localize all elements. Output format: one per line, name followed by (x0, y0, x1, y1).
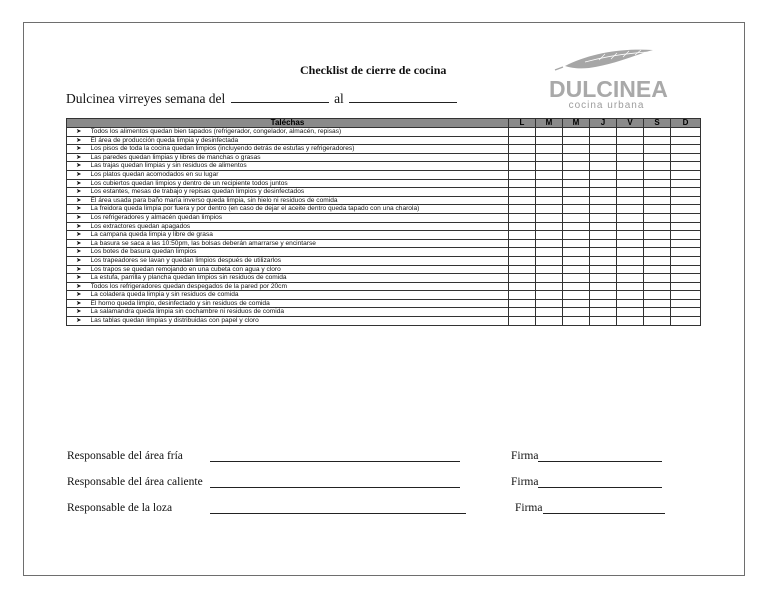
bullet-arrow-icon: ➤ (67, 317, 91, 326)
day-check-cell[interactable] (536, 231, 563, 240)
day-check-cell[interactable] (590, 299, 617, 308)
day-check-cell[interactable] (509, 188, 536, 197)
day-check-cell[interactable] (644, 162, 671, 171)
task-text: La estufa, parrilla y plancha quedan limpios sin residuos de comida (91, 274, 509, 283)
day-check-cell[interactable] (644, 256, 671, 265)
day-header: L (509, 119, 536, 128)
day-check-cell[interactable] (509, 136, 536, 145)
day-check-cell[interactable] (644, 145, 671, 154)
responsable-label: Responsable del área caliente (67, 476, 203, 488)
day-check-cell[interactable] (617, 299, 644, 308)
logo-name: DULCINEA (549, 76, 668, 102)
day-check-cell[interactable] (617, 179, 644, 188)
day-check-cell[interactable] (617, 162, 644, 171)
day-check-cell[interactable] (617, 282, 644, 291)
task-text: La salamandra queda limpia sin cochambre ni residuos de comida (91, 308, 509, 317)
day-check-cell[interactable] (644, 308, 671, 317)
day-check-cell[interactable] (509, 239, 536, 248)
task-text: La freidora queda limpia por fuera y por dentro (en caso de dejar el aceite dentro queda tapado con una charola) (91, 205, 509, 214)
day-check-cell[interactable] (644, 136, 671, 145)
day-check-cell[interactable] (671, 179, 701, 188)
day-check-cell[interactable] (590, 145, 617, 154)
bullet-arrow-icon: ➤ (67, 248, 91, 257)
day-check-cell[interactable] (509, 213, 536, 222)
day-check-cell[interactable] (536, 179, 563, 188)
day-check-cell[interactable] (617, 205, 644, 214)
day-check-cell[interactable] (671, 291, 701, 300)
day-check-cell[interactable] (590, 179, 617, 188)
day-check-cell[interactable] (509, 299, 536, 308)
table-row (67, 188, 701, 197)
day-header: S (644, 119, 671, 128)
day-check-cell[interactable] (644, 179, 671, 188)
week-prefix: Dulcinea virreyes semana del (66, 91, 226, 106)
day-check-cell[interactable] (671, 205, 701, 214)
task-text: Los botes de basura quedan limpios (91, 248, 509, 257)
day-check-cell[interactable] (617, 213, 644, 222)
task-text: Los extractores quedan apagados (91, 222, 509, 231)
day-check-cell[interactable] (644, 239, 671, 248)
week-end-blank[interactable] (349, 90, 457, 103)
table-row (67, 299, 701, 308)
day-check-cell[interactable] (509, 222, 536, 231)
day-check-cell[interactable] (563, 282, 590, 291)
day-check-cell[interactable] (590, 128, 617, 137)
day-check-cell[interactable] (536, 282, 563, 291)
day-header: M (536, 119, 563, 128)
day-check-cell[interactable] (671, 256, 701, 265)
day-check-cell[interactable] (590, 153, 617, 162)
task-text: Los trapos se quedan remojando en una cubeta con agua y cloro (91, 265, 509, 274)
day-check-cell[interactable] (671, 162, 701, 171)
day-check-cell[interactable] (644, 188, 671, 197)
bullet-arrow-icon: ➤ (67, 170, 91, 179)
day-check-cell[interactable] (563, 231, 590, 240)
day-check-cell[interactable] (644, 265, 671, 274)
day-check-cell[interactable] (617, 256, 644, 265)
dulcinea-logo (549, 40, 668, 112)
day-check-cell[interactable] (509, 231, 536, 240)
day-check-cell[interactable] (536, 162, 563, 171)
table-row (67, 239, 701, 248)
task-text: Los platos quedan acomodados en su lugar (91, 170, 509, 179)
day-check-cell[interactable] (617, 231, 644, 240)
day-check-cell[interactable] (617, 239, 644, 248)
day-check-cell[interactable] (563, 222, 590, 231)
table-row (67, 162, 701, 171)
day-check-cell[interactable] (644, 317, 671, 326)
day-check-cell[interactable] (590, 213, 617, 222)
table-row (67, 153, 701, 162)
task-text: Las trajas quedan limpias y sin residuos de alimentos (91, 162, 509, 171)
table-row (67, 196, 701, 205)
day-check-cell[interactable] (509, 162, 536, 171)
day-check-cell[interactable] (536, 248, 563, 257)
bullet-arrow-icon: ➤ (67, 274, 91, 283)
week-mid: al (334, 91, 344, 106)
day-check-cell[interactable] (644, 299, 671, 308)
day-check-cell[interactable] (590, 308, 617, 317)
day-check-cell[interactable] (617, 308, 644, 317)
day-check-cell[interactable] (563, 248, 590, 257)
day-check-cell[interactable] (590, 274, 617, 283)
day-check-cell[interactable] (671, 196, 701, 205)
day-check-cell[interactable] (671, 170, 701, 179)
day-check-cell[interactable] (509, 170, 536, 179)
bullet-arrow-icon: ➤ (67, 162, 91, 171)
day-check-cell[interactable] (563, 145, 590, 154)
firma-line[interactable] (538, 487, 662, 488)
name-line[interactable] (210, 513, 466, 514)
task-text: La basura se saca a las 10:50pm, las bolsas deberán amarrarse y encintarse (91, 239, 509, 248)
day-check-cell[interactable] (536, 205, 563, 214)
day-check-cell[interactable] (509, 205, 536, 214)
bullet-arrow-icon: ➤ (67, 231, 91, 240)
table-row (67, 274, 701, 283)
bullet-arrow-icon: ➤ (67, 153, 91, 162)
day-check-cell[interactable] (590, 256, 617, 265)
day-header: V (617, 119, 644, 128)
bullet-arrow-icon: ➤ (67, 299, 91, 308)
day-check-cell[interactable] (671, 153, 701, 162)
table-row (67, 205, 701, 214)
bullet-arrow-icon: ➤ (67, 239, 91, 248)
day-check-cell[interactable] (509, 291, 536, 300)
firma-line[interactable] (543, 513, 665, 514)
logo-tagline: cocina urbana (568, 100, 645, 111)
day-check-cell[interactable] (644, 282, 671, 291)
firma-label: Firma (515, 502, 543, 514)
day-check-cell[interactable] (644, 153, 671, 162)
table-row (67, 265, 701, 274)
day-check-cell[interactable] (671, 136, 701, 145)
day-check-cell[interactable] (671, 128, 701, 137)
task-text: Los cubiertos quedan limpios y dentro de un recipiente todos juntos (91, 179, 509, 188)
table-row (67, 170, 701, 179)
day-check-cell[interactable] (644, 248, 671, 257)
day-check-cell[interactable] (617, 222, 644, 231)
day-check-cell[interactable] (563, 153, 590, 162)
day-check-cell[interactable] (563, 188, 590, 197)
table-row (67, 145, 701, 154)
day-check-cell[interactable] (536, 170, 563, 179)
day-check-cell[interactable] (536, 145, 563, 154)
day-check-cell[interactable] (536, 239, 563, 248)
day-check-cell[interactable] (509, 196, 536, 205)
day-check-cell[interactable] (563, 265, 590, 274)
day-check-cell[interactable] (563, 291, 590, 300)
day-check-cell[interactable] (671, 282, 701, 291)
day-check-cell[interactable] (671, 213, 701, 222)
day-check-cell[interactable] (563, 128, 590, 137)
task-text: Los pisos de toda la cocina quedan limpios (incluyendo detrás de estufas y refrigeradores) (91, 145, 509, 154)
day-check-cell[interactable] (617, 291, 644, 300)
task-text: Los refrigeradores y almacén quedan limpios (91, 213, 509, 222)
day-check-cell[interactable] (563, 162, 590, 171)
table-row (67, 128, 701, 137)
task-text: El área de producción queda limpia y desinfectada (91, 136, 509, 145)
responsable-label: Responsable de la loza (67, 502, 173, 514)
task-text: Las tablas quedan limpias y distribuidas con papel y cloro (91, 317, 509, 326)
day-check-cell[interactable] (590, 136, 617, 145)
task-text: La campana queda limpia y libre de grasa (91, 231, 509, 240)
day-check-cell[interactable] (617, 145, 644, 154)
tasks-header: Taléchas (67, 119, 509, 128)
day-check-cell[interactable] (563, 196, 590, 205)
day-check-cell[interactable] (617, 170, 644, 179)
day-check-cell[interactable] (536, 136, 563, 145)
day-check-cell[interactable] (509, 265, 536, 274)
day-check-cell[interactable] (617, 196, 644, 205)
bullet-arrow-icon: ➤ (67, 136, 91, 145)
day-check-cell[interactable] (536, 308, 563, 317)
name-line[interactable] (210, 487, 460, 488)
day-check-cell[interactable] (536, 299, 563, 308)
week-line (66, 90, 459, 107)
day-check-cell[interactable] (671, 231, 701, 240)
bullet-arrow-icon: ➤ (67, 196, 91, 205)
day-check-cell[interactable] (509, 274, 536, 283)
day-check-cell[interactable] (590, 188, 617, 197)
day-check-cell[interactable] (563, 170, 590, 179)
table-row (67, 308, 701, 317)
day-header: M (563, 119, 590, 128)
day-check-cell[interactable] (644, 196, 671, 205)
day-check-cell[interactable] (509, 145, 536, 154)
day-check-cell[interactable] (590, 282, 617, 291)
day-check-cell[interactable] (590, 205, 617, 214)
firma-label: Firma (511, 450, 539, 462)
table-row (67, 282, 701, 291)
table-row (67, 136, 701, 145)
day-check-cell[interactable] (563, 274, 590, 283)
day-check-cell[interactable] (536, 188, 563, 197)
bullet-arrow-icon: ➤ (67, 282, 91, 291)
day-check-cell[interactable] (671, 248, 701, 257)
day-check-cell[interactable] (617, 248, 644, 257)
day-check-cell[interactable] (590, 317, 617, 326)
responsable-label: Responsable del área fría (67, 450, 183, 462)
bullet-arrow-icon: ➤ (67, 179, 91, 188)
day-check-cell[interactable] (617, 274, 644, 283)
day-check-cell[interactable] (563, 256, 590, 265)
day-check-cell[interactable] (590, 239, 617, 248)
day-check-cell[interactable] (590, 196, 617, 205)
day-check-cell[interactable] (563, 136, 590, 145)
bullet-arrow-icon: ➤ (67, 128, 91, 137)
day-check-cell[interactable] (509, 179, 536, 188)
week-start-blank[interactable] (231, 90, 329, 103)
day-check-cell[interactable] (671, 222, 701, 231)
table-row (67, 222, 701, 231)
day-header: D (671, 119, 701, 128)
day-header: J (590, 119, 617, 128)
task-text: Las paredes quedan limpias y libres de manchas o grasas (91, 153, 509, 162)
day-check-cell[interactable] (563, 308, 590, 317)
table-row (67, 231, 701, 240)
name-line[interactable] (210, 461, 460, 462)
day-check-cell[interactable] (509, 128, 536, 137)
day-check-cell[interactable] (536, 265, 563, 274)
task-text: Los estantes, mesas de trabajo y repisas quedan limpios y desinfectados (91, 188, 509, 197)
day-check-cell[interactable] (617, 153, 644, 162)
day-check-cell[interactable] (536, 274, 563, 283)
day-check-cell[interactable] (590, 162, 617, 171)
day-check-cell[interactable] (671, 265, 701, 274)
day-check-cell[interactable] (617, 188, 644, 197)
day-check-cell[interactable] (617, 128, 644, 137)
day-check-cell[interactable] (617, 317, 644, 326)
day-check-cell[interactable] (509, 282, 536, 291)
task-text: La coladera queda limpia y sin residuos de comida (91, 291, 509, 300)
day-check-cell[interactable] (590, 170, 617, 179)
table-row (67, 248, 701, 257)
table-row (67, 317, 701, 326)
day-check-cell[interactable] (644, 205, 671, 214)
day-check-cell[interactable] (563, 239, 590, 248)
task-text: El horno queda limpio, desinfectado y sin residuos de comida (91, 299, 509, 308)
day-check-cell[interactable] (536, 317, 563, 326)
day-check-cell[interactable] (590, 248, 617, 257)
feather-icon (549, 40, 664, 76)
day-check-cell[interactable] (509, 317, 536, 326)
task-text: Los trapeadores se lavan y quedan limpios después de utilizarlos (91, 256, 509, 265)
firma-label: Firma (511, 476, 539, 488)
bullet-arrow-icon: ➤ (67, 265, 91, 274)
bullet-arrow-icon: ➤ (67, 205, 91, 214)
table-header-row (67, 119, 701, 128)
day-check-cell[interactable] (644, 170, 671, 179)
table-row (67, 213, 701, 222)
day-check-cell[interactable] (563, 205, 590, 214)
day-check-cell[interactable] (644, 128, 671, 137)
day-check-cell[interactable] (509, 153, 536, 162)
day-check-cell[interactable] (671, 317, 701, 326)
day-check-cell[interactable] (671, 239, 701, 248)
day-check-cell[interactable] (509, 256, 536, 265)
day-check-cell[interactable] (536, 291, 563, 300)
day-check-cell[interactable] (644, 222, 671, 231)
day-check-cell[interactable] (671, 188, 701, 197)
day-check-cell[interactable] (671, 274, 701, 283)
day-check-cell[interactable] (617, 136, 644, 145)
task-text: Todos los refrigeradores quedan despegados de la pared por 20cm (91, 282, 509, 291)
document-title: Checklist de cierre de cocina (300, 63, 447, 77)
day-check-cell[interactable] (590, 291, 617, 300)
bullet-arrow-icon: ➤ (67, 145, 91, 154)
bullet-arrow-icon: ➤ (67, 188, 91, 197)
day-check-cell[interactable] (671, 299, 701, 308)
day-check-cell[interactable] (509, 308, 536, 317)
bullet-arrow-icon: ➤ (67, 213, 91, 222)
task-text: El área usada para baño maría inverso queda limpia, sin hielo ni residuos de comida (91, 196, 509, 205)
bullet-arrow-icon: ➤ (67, 308, 91, 317)
table-row (67, 291, 701, 300)
day-check-cell[interactable] (590, 231, 617, 240)
day-check-cell[interactable] (617, 265, 644, 274)
day-check-cell[interactable] (563, 317, 590, 326)
bullet-arrow-icon: ➤ (67, 222, 91, 231)
firma-line[interactable] (538, 461, 662, 462)
bullet-arrow-icon: ➤ (67, 256, 91, 265)
day-check-cell[interactable] (536, 222, 563, 231)
table-row (67, 179, 701, 188)
table-row (67, 256, 701, 265)
checklist-table (66, 118, 701, 326)
day-check-cell[interactable] (563, 213, 590, 222)
day-check-cell[interactable] (644, 231, 671, 240)
day-check-cell[interactable] (563, 299, 590, 308)
day-check-cell[interactable] (644, 274, 671, 283)
day-check-cell[interactable] (590, 265, 617, 274)
day-check-cell[interactable] (536, 153, 563, 162)
day-check-cell[interactable] (671, 308, 701, 317)
bullet-arrow-icon: ➤ (67, 291, 91, 300)
day-check-cell[interactable] (644, 291, 671, 300)
day-check-cell[interactable] (590, 222, 617, 231)
day-check-cell[interactable] (536, 256, 563, 265)
day-check-cell[interactable] (509, 248, 536, 257)
task-text: Todos los alimentos quedan bien tapados (refrigerador, congelador, almacén, repisas) (91, 128, 509, 137)
day-check-cell[interactable] (536, 213, 563, 222)
day-check-cell[interactable] (671, 145, 701, 154)
day-check-cell[interactable] (644, 213, 671, 222)
day-check-cell[interactable] (536, 196, 563, 205)
day-check-cell[interactable] (563, 179, 590, 188)
day-check-cell[interactable] (536, 128, 563, 137)
